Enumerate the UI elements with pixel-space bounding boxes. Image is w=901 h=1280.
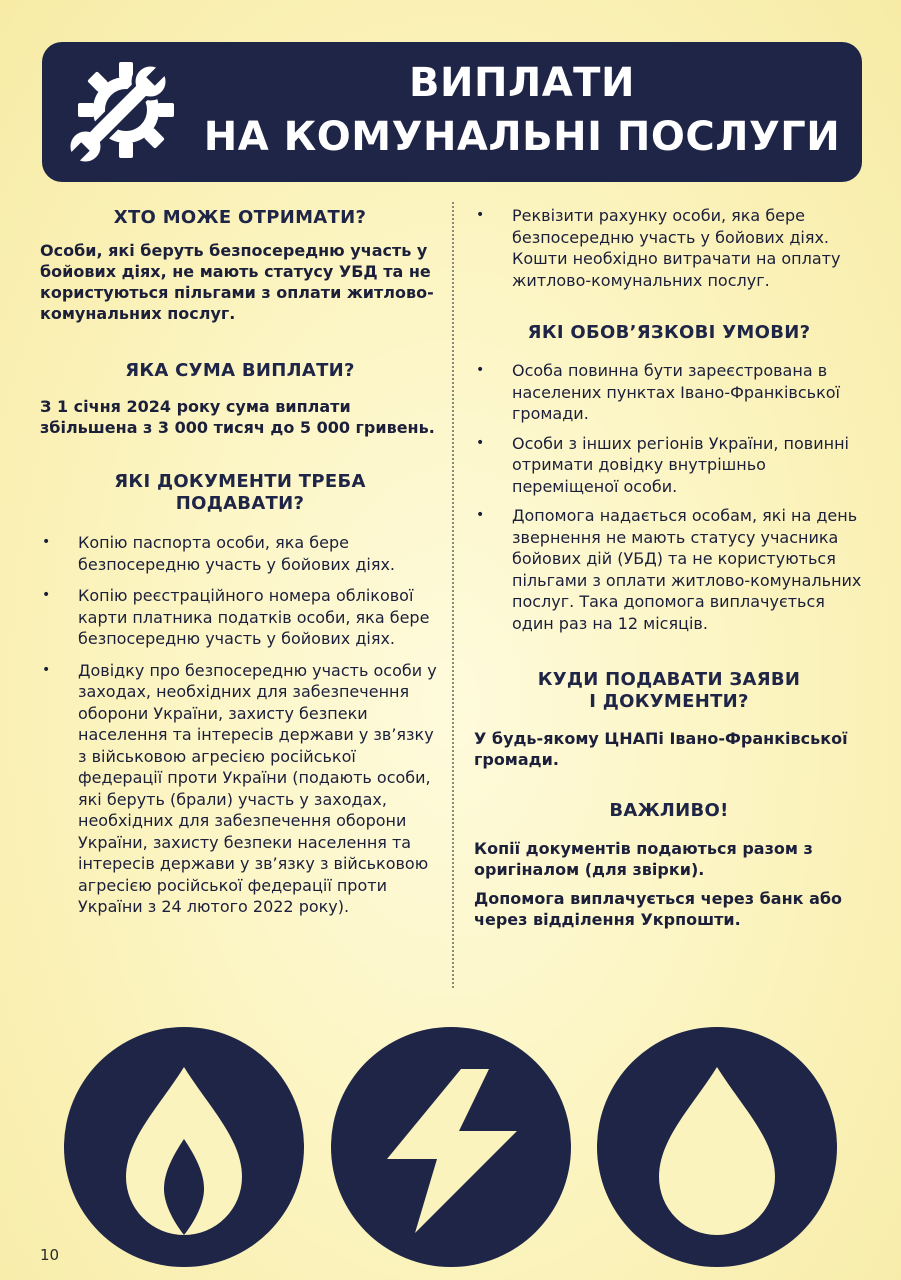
docs-list-continued: [474, 205, 864, 291]
who-text: Особи, які беруть безпосередню участь у бойових діях, не мають статусу УБД та не користуються пільгами з оплати житлово-комунальних послуг.: [40, 241, 434, 323]
amount-heading: ЯКА СУМА ВИПЛАТИ?: [125, 360, 355, 381]
list-item: • Особи з інших регіонів України, повинні отримати довідку внутрішньо переміщеної особи.: [474, 433, 864, 498]
list-item: • Копію реєстраційного номера облікової карти платника податків особи, яка бере безпосередню участь у бойових діях.: [40, 585, 440, 650]
water-circle: [597, 1027, 837, 1267]
list-item: • Довідку про безпосередню участь особи у заходах, необхідних для забезпечення оборони України, захисту безпеки населення та інтересів держави у зв’язку з військовою агресією російської федерації проти України (подають особи, які беруть (брали) участь у заходах, необхідних для забезпечення оборони України, захисту безпеки населення та інтересів держави у зв’язку з військовою агресією російської федерації проти України з 24 лютого 2022 року).: [40, 660, 440, 918]
left-column: [40, 200, 440, 918]
conditions-heading: ЯКІ ОБОВ’ЯЗКОВІ УМОВИ?: [527, 322, 811, 343]
title-line-2: НА КОМУНАЛЬНІ ПОСЛУГИ: [203, 114, 841, 160]
docs-heading-line-1: ЯКІ ДОКУМЕНТИ ТРЕБА: [114, 471, 366, 492]
gas-flame-icon: [64, 1027, 304, 1267]
page-number: 10: [40, 1246, 60, 1264]
important-heading: ВАЖЛИВО!: [609, 800, 729, 821]
list-item: • Копію паспорта особи, яка бере безпосередню участь у бойових діях.: [40, 532, 440, 575]
where-text: У будь-якому ЦНАПі Івано-Франківської громади.: [474, 729, 848, 769]
column-divider: [452, 202, 454, 988]
important-text-1: Копії документів подаються разом з оригіналом (для звірки).: [474, 839, 813, 879]
where-heading-line-2: І ДОКУМЕНТИ?: [589, 691, 749, 712]
electricity-circle: [331, 1027, 571, 1267]
where-heading-line-1: КУДИ ПОДАВАТИ ЗАЯВИ: [537, 669, 801, 690]
wrench-gear-icon: [56, 52, 180, 176]
who-heading: ХТО МОЖЕ ОТРИМАТИ?: [113, 207, 367, 228]
gas-circle: [64, 1027, 304, 1267]
where-heading: [474, 669, 864, 713]
docs-heading-line-2: ПОДАВАТИ?: [175, 493, 305, 514]
amount-text: З 1 січня 2024 року сума виплати збільшена з 3 000 тисяч до 5 000 гривень.: [40, 397, 435, 437]
important-text-2: Допомога виплачується через банк або через відділення Укрпошти.: [474, 889, 843, 929]
docs-list: [40, 532, 440, 918]
title-line-1: ВИПЛАТИ: [409, 60, 635, 106]
conditions-list: [474, 360, 864, 634]
header-banner: [42, 42, 862, 182]
list-item: • Реквізити рахунку особи, яка бере безпосередню участь у бойових діях. Кошти необхідно витрачати на оплату житлово-комунальних послуг.: [474, 205, 864, 291]
lightning-icon: [331, 1027, 571, 1267]
docs-heading: [40, 471, 440, 515]
list-item: • Допомога надається особам, які на день звернення не мають статусу учасника бойових дій (УБД) та не користуються пільгами з оплати житлово-комунальних послуг. Така допомога виплачується один раз на 12 місяців.: [474, 505, 864, 634]
page-title: [192, 56, 852, 164]
list-item: • Особа повинна бути зареєстрована в населених пунктах Івано-Франківської громади.: [474, 360, 864, 425]
water-drop-icon: [597, 1027, 837, 1267]
right-column: [474, 200, 864, 930]
